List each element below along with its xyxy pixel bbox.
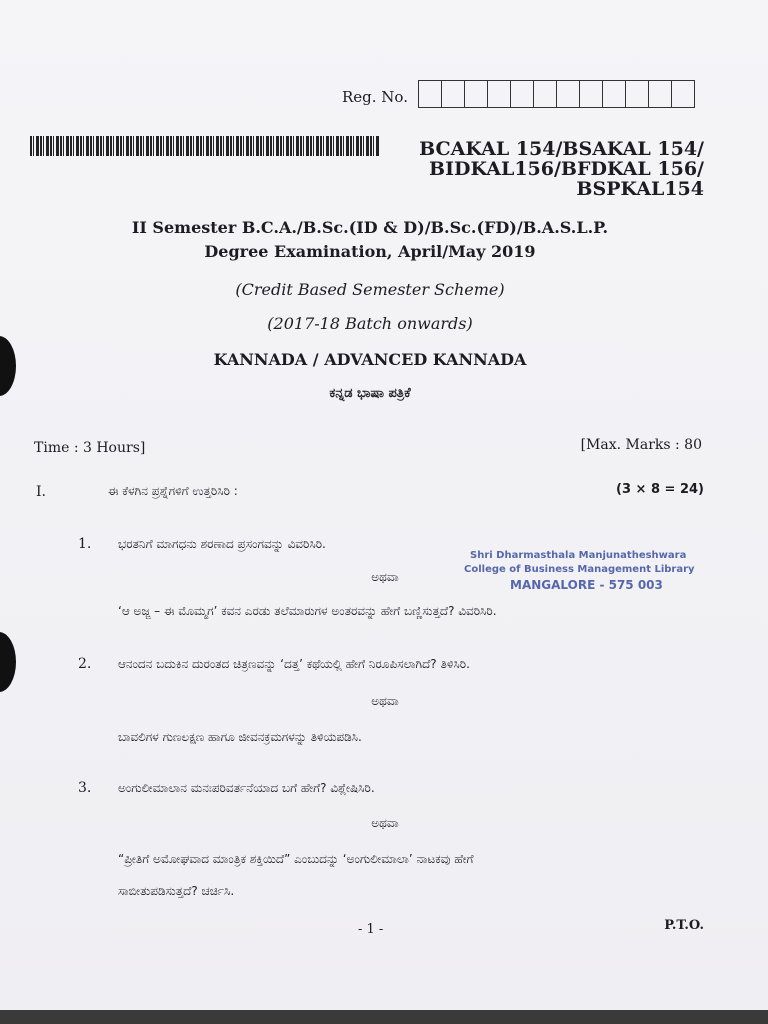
or-label: ಅಥವಾ (371, 694, 399, 708)
time-label: Time : 3 Hours] (34, 440, 146, 456)
subject-title: KANNADA / ADVANCED KANNADA (213, 350, 527, 369)
pto-label: P.T.O. (664, 918, 704, 933)
page-number: - 1 - (358, 922, 384, 937)
course-code-line-2: BIDKAL156/BFDKAL 156/ (429, 158, 704, 180)
barcode (30, 136, 380, 156)
course-code-line-3: BSPKAL154 (576, 178, 704, 200)
question-alt-text: ಬಾವಲಿಗಳ ಗುಣಲಕ್ಷಣ ಹಾಗೂ ಜೀವನಕ್ರಮಗಳನ್ನು ತಿಳಿಯಪಡಿಸಿ. (118, 730, 362, 744)
subject-title-kannada: ಕನ್ನಡ ಭಾಷಾ ಪತ್ರಿಕೆ (329, 386, 411, 401)
degree-title: Degree Examination, April/May 2019 (204, 242, 536, 261)
question-alt-text: ‘ಆ ಅಜ್ಜ – ಈ ಮೊಮ್ಮಗ’ ಕವನ ಎರಡು ತಲೆಮಾರುಗಳ ಅಂತರವನ್ನು ಹೇಗೆ ಬಣ್ಣಿಸುತ್ತದೆ? ವಿವರಿಸಿರಿ. (118, 604, 497, 618)
punch-hole (0, 632, 16, 692)
batch-title: (2017-18 Batch onwards) (267, 314, 473, 333)
scheme-title: (Credit Based Semester Scheme) (235, 280, 505, 299)
max-marks-label: [Max. Marks : 80 (580, 437, 702, 453)
or-label: ಅಥವಾ (371, 570, 399, 584)
scan-edge (0, 1010, 768, 1024)
question-alt-text-cont: ಸಾಬೀತುಪಡಿಸುತ್ತದೆ? ಚರ್ಚಿಸಿ. (118, 884, 235, 898)
stamp-line-2: College of Business Management Library (464, 564, 695, 575)
reg-no-label: Reg. No. (342, 88, 408, 106)
semester-title: II Semester B.C.A./B.Sc.(ID & D)/B.Sc.(FD)/B.A.S.L.P. (131, 218, 609, 237)
course-code-line-1: BCAKAL 154/BSAKAL 154/ (419, 138, 704, 160)
question-alt-text: “ಪ್ರೀತಿಗೆ ಅಮೋಘವಾದ ಮಾಂತ್ರಿಕ ಶಕ್ತಿಯಿದೆ” ಎಂಬುದನ್ನು ‘ಅಂಗುಲೀಮಾಲಾ’ ನಾಟಕವು ಹೇಗೆ (118, 852, 474, 866)
question-text: ಅಂಗುಲೀಮಾಲಾನ ಮನಃಪರಿವರ್ತನೆಯಾದ ಬಗೆ ಹೇಗೆ? ವಿಶ್ಲೇಷಿಸಿರಿ. (118, 781, 375, 795)
question-number: 1. (78, 536, 92, 552)
question-text: ಭರತನಿಗೆ ಮಾಗಧನು ಶರಣಾದ ಪ್ರಸಂಗವನ್ನು ವಿವರಿಸಿರಿ. (118, 537, 326, 551)
stamp-line-1: Shri Dharmasthala Manjunatheshwara (470, 550, 687, 561)
section-instruction: ಈ ಕೆಳಗಿನ ಪ್ರಶ್ನೆಗಳಿಗೆ ಉತ್ತರಿಸಿರಿ : (108, 484, 238, 498)
section-marks: (3 × 8 = 24) (616, 482, 704, 497)
stamp-line-3: MANGALORE - 575 003 (510, 578, 663, 592)
section-number: I. (36, 484, 46, 500)
question-number: 3. (78, 780, 92, 796)
question-number: 2. (78, 656, 92, 672)
reg-no-boxes (418, 80, 695, 108)
question-text: ಆನಂದನ ಬದುಕಿನ ದುರಂತದ ಚಿತ್ರಣವನ್ನು ‘ದತ್ತ’ ಕಥೆಯಲ್ಲಿ ಹೇಗೆ ನಿರೂಪಿಸಲಾಗಿದೆ? ತಿಳಿಸಿರಿ. (118, 657, 470, 671)
or-label: ಅಥವಾ (371, 816, 399, 830)
